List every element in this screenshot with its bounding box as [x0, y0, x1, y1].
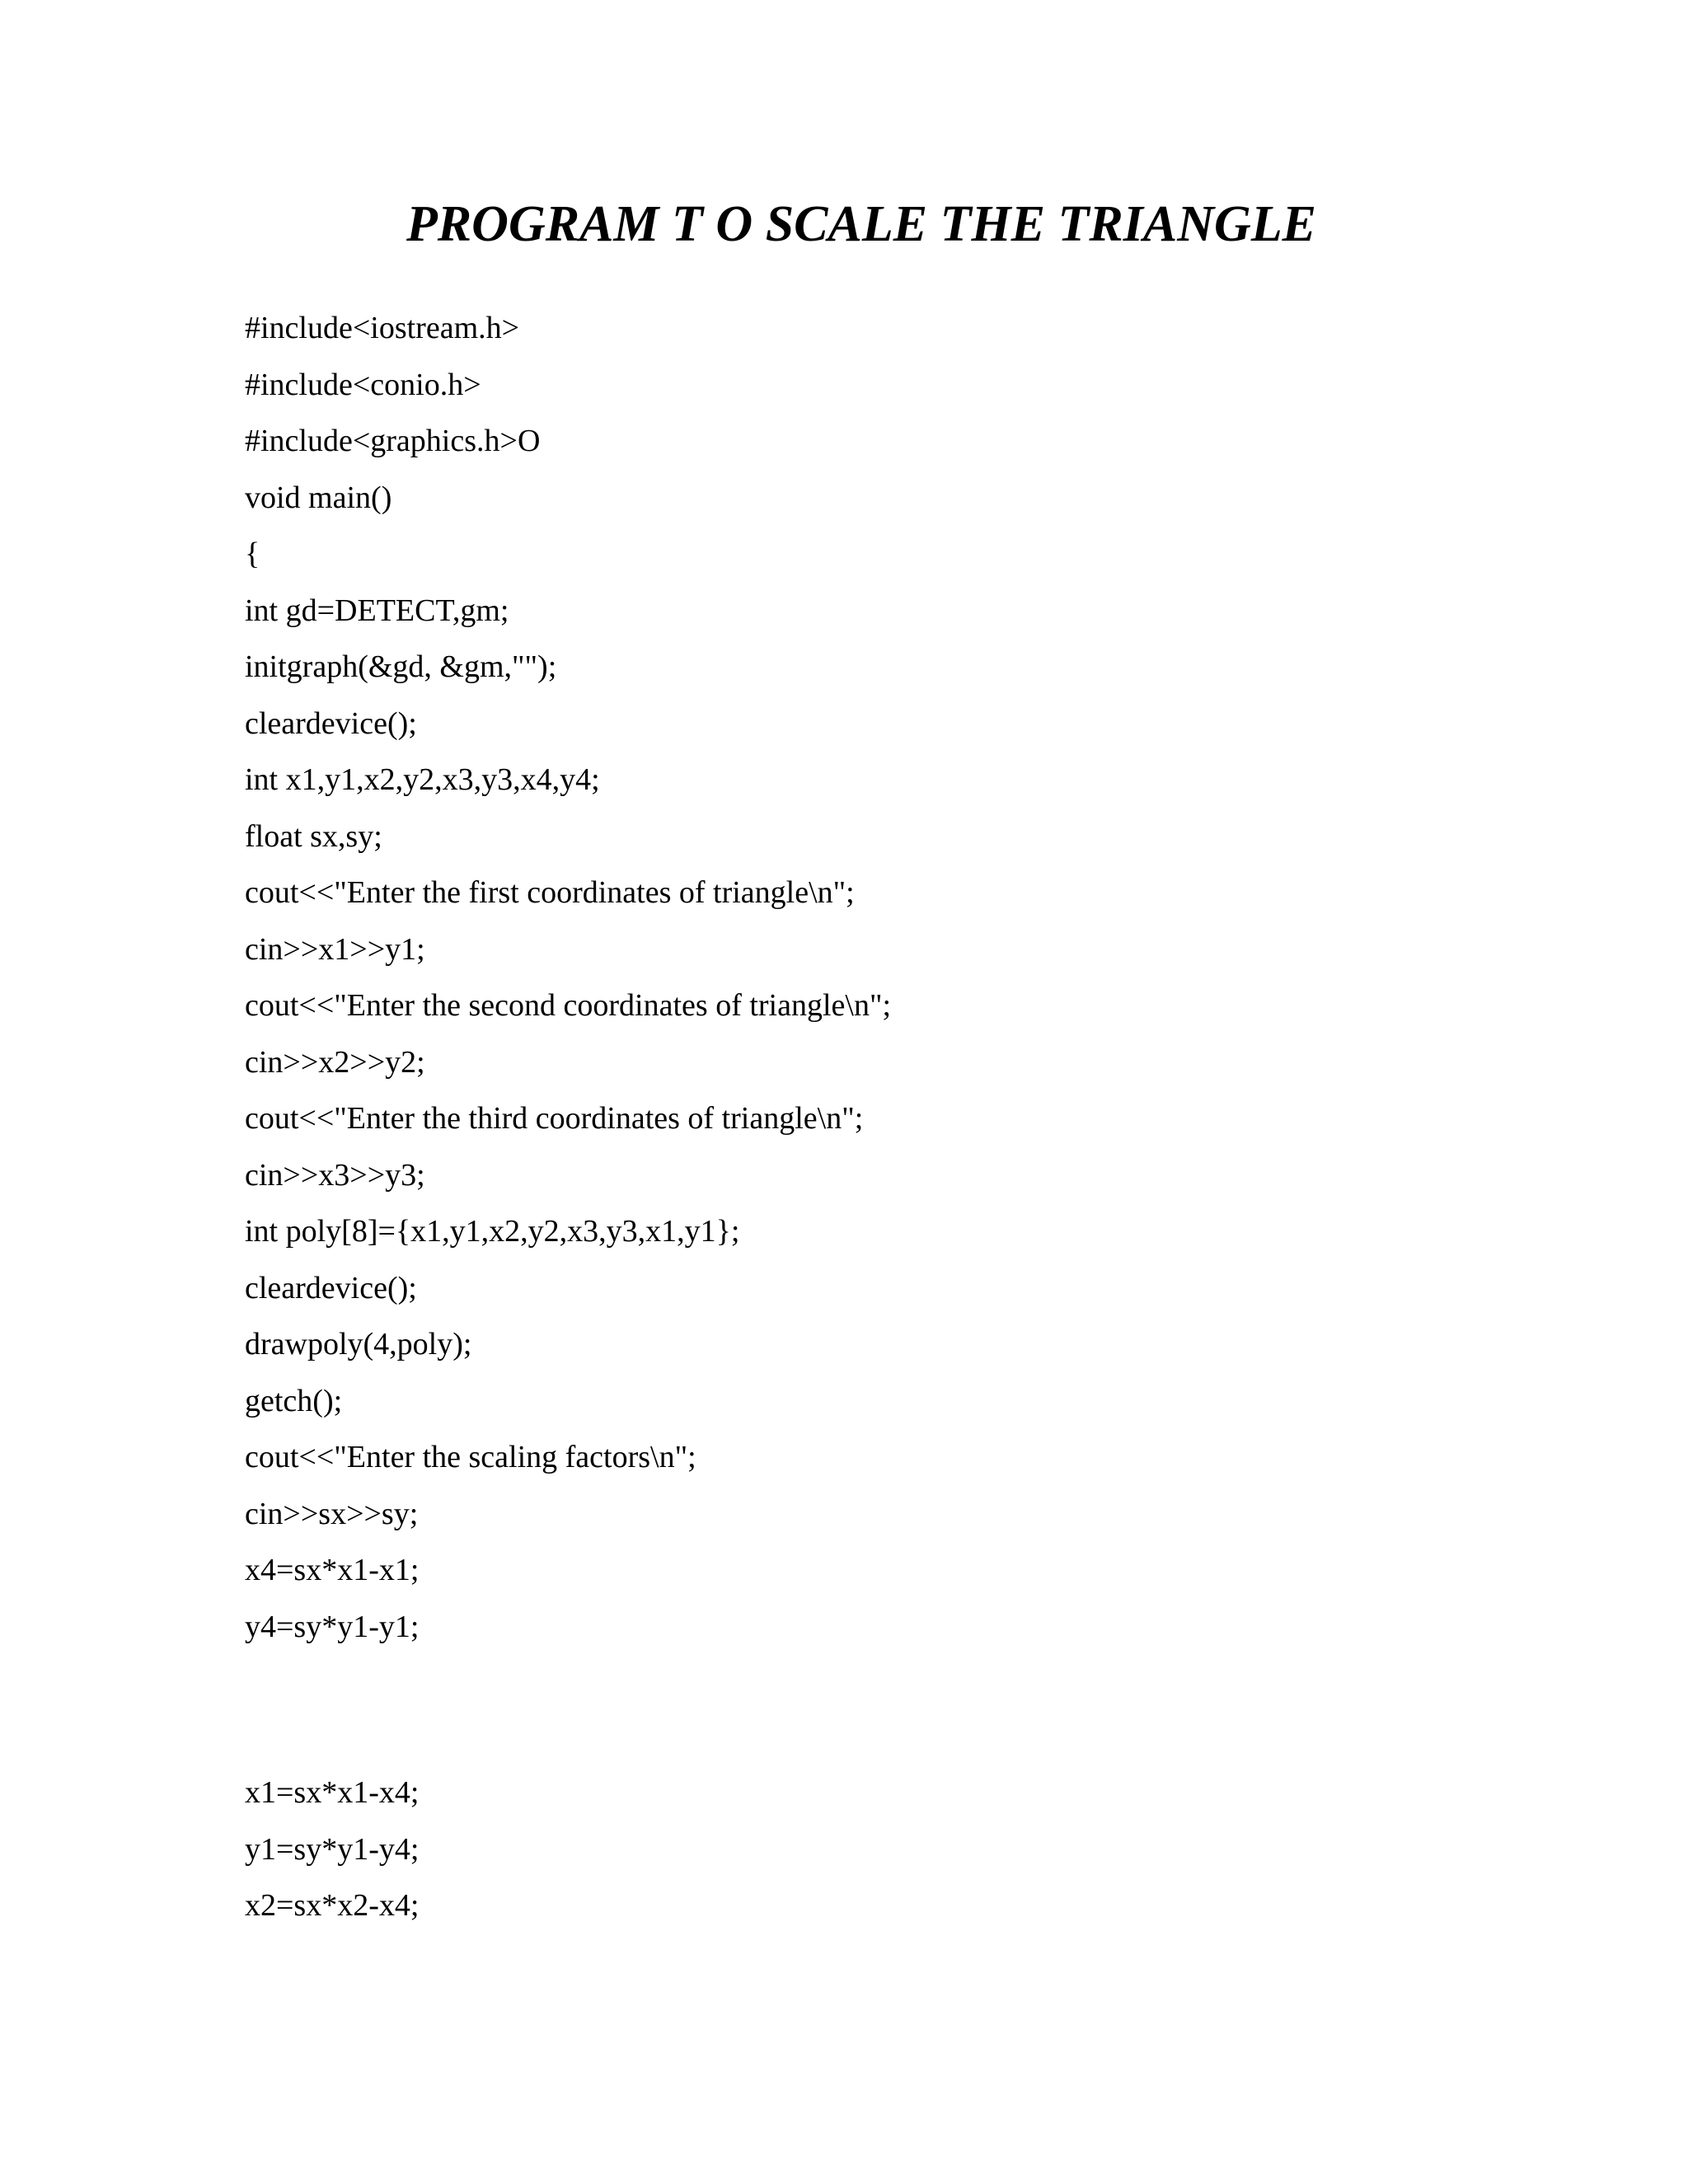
code-line: cin>>x2>>y2;: [245, 1044, 425, 1080]
code-line: cout<<"Enter the scaling factors\n";: [245, 1440, 696, 1474]
code-line: int poly[8]={x1,y1,x2,y2,x3,y3,x1,y1};: [245, 1214, 740, 1249]
code-line: #include<iostream.h>: [245, 311, 520, 345]
code-line: #include<graphics.h>O: [245, 424, 541, 458]
code-line: void main(): [245, 480, 392, 515]
code-line: cout<<"Enter the second coordinates of triangle\n";: [245, 988, 892, 1023]
code-line: int x1,y1,x2,y2,x3,y3,x4,y4;: [245, 762, 600, 797]
code-line: {: [245, 537, 260, 571]
page-title: PROGRAM T O SCALE THE TRIANGLE: [406, 196, 1317, 252]
code-line: cleardevice();: [245, 1270, 417, 1305]
code-line: cout<<"Enter the third coordinates of triangle\n";: [245, 1101, 864, 1136]
code-line: initgraph(&gd, &gm,"");: [245, 649, 557, 684]
code-listing: [245, 300, 1646, 1655]
code-line: y4=sy*y1-y1;: [245, 1609, 420, 1644]
code-line: float sx,sy;: [245, 818, 382, 854]
code-line: y1=sy*y1-y4;: [245, 1831, 420, 1867]
code-line: getch();: [245, 1383, 343, 1418]
code-line: cin>>x3>>y3;: [245, 1157, 425, 1193]
code-listing-continued: [245, 1765, 1646, 1934]
code-line: drawpoly(4,poly);: [245, 1327, 472, 1361]
code-line: int gd=DETECT,gm;: [245, 593, 509, 628]
code-line: #include<conio.h>: [245, 367, 481, 402]
code-line: x2=sx*x2-x4;: [245, 1888, 420, 1923]
code-line: cin>>sx>>sy;: [245, 1496, 419, 1531]
code-line: x1=sx*x1-x4;: [245, 1775, 420, 1810]
code-line: cleardevice();: [245, 705, 417, 741]
code-line: cin>>x1>>y1;: [245, 931, 425, 967]
code-line: x4=sx*x1-x1;: [245, 1553, 420, 1587]
code-line: cout<<"Enter the first coordinates of triangle\n";: [245, 875, 855, 910]
